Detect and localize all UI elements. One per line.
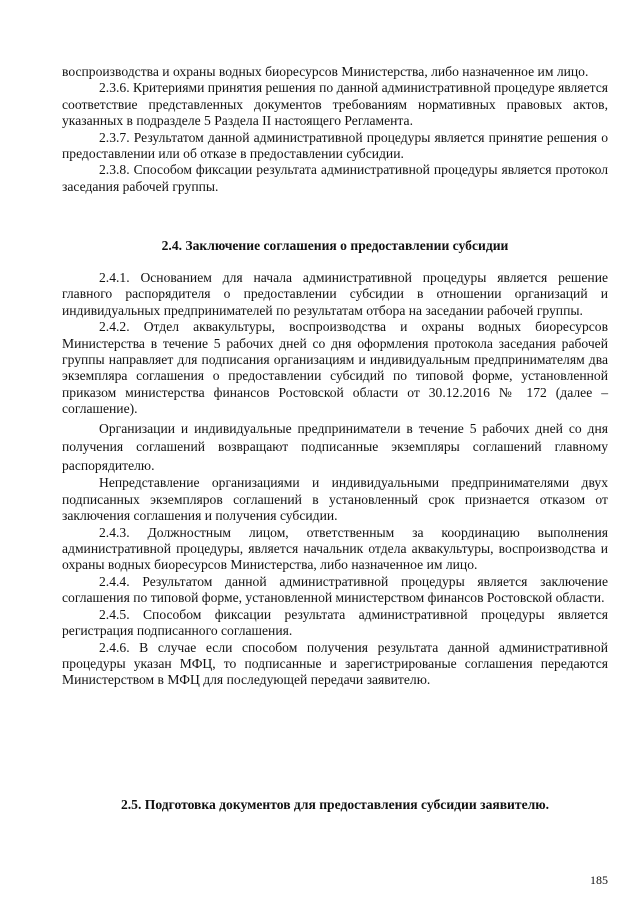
section-2-4-body <box>62 270 608 689</box>
paragraph-2-3-8: 2.3.8. Способом фиксации результата административной процедуры является протокол заседания рабочей группы. <box>62 162 608 194</box>
paragraph-2-4-1: 2.4.1. Основанием для начала административной процедуры является решение главного распорядителя о предоставлении субсидии в отношении организаций и индивидуальных предпринимателей по результатам отбора на заседании рабочей группы. <box>62 270 608 318</box>
paragraph-2-3-6: 2.3.6. Критериями принятия решения по данной административной процедуре является соответствие представленных документов требованиям нормативных правовых актов, указанных в подразделе 5 Раздела II настоящего Регламента. <box>62 80 608 129</box>
paragraph-2-4-2: 2.4.2. Отдел аквакультуры, воспроизводства и охраны водных биоресурсов Министерства в течение 5 рабочих дней со дня оформления протокола заседания рабочей группы направляет для подписания организациям и индивидуальным предпринимателям два экземпляра соглашения о предоставлении субсидий по типовой форме, установленной приказом министерства финансов Ростовской области от 30.12.2016 № 172 (далее – соглашение). <box>62 319 608 417</box>
paragraph-2-4-3: 2.4.3. Должностным лицом, ответственным за координацию выполнения административной процедуры, является начальник отдела аквакультуры, воспроизводства и охраны водных биоресурсов Министерства, либо назначенное им лицо. <box>62 524 608 573</box>
paragraph: воспроизводства и охраны водных биоресурсов Министерства, либо назначенное им лицо. <box>62 64 589 79</box>
paragraph-2-4-5: 2.4.5. Способом фиксации результата административной процедуры является регистрация подписанного соглашения. <box>62 606 608 639</box>
section-2-5-heading: 2.5. Подготовка документов для предоставления субсидии заявителю. <box>120 797 550 812</box>
page-number: 185 <box>590 873 608 887</box>
paragraph-2-4-4: 2.4.4. Результатом данной административной процедуры является заключение соглашения по типовой форме, установленной министерством финансов Ростовской области. <box>62 573 608 606</box>
section-2-4-heading: 2.4. Заключение соглашения о предоставлении субсидии <box>161 238 509 253</box>
paragraph-organizations-return: Организации и индивидуальные предприниматели в течение 5 рабочих дней со дня получения соглашений возвращают подписанные экземпляры соглашений главному распорядителю. <box>62 420 608 473</box>
top-text-block <box>62 64 608 195</box>
paragraph-non-submission: Непредставление организациями и индивидуальными предпринимателями двух подписанных экземпляров соглашений в установленный срок признается отказом от заключения соглашения и получения субсидии. <box>62 475 608 524</box>
paragraph-2-4-6: 2.4.6. В случае если способом получения результата данной административной процедуры указан МФЦ, то подписанные и зарегистрированые соглашения передаются Министерством в МФЦ для последующей передачи заявителю. <box>62 639 608 688</box>
paragraph-2-3-7: 2.3.7. Результатом данной административной процедуры является принятие решения о предоставлении или об отказе в предоставлении субсидии. <box>62 129 608 162</box>
